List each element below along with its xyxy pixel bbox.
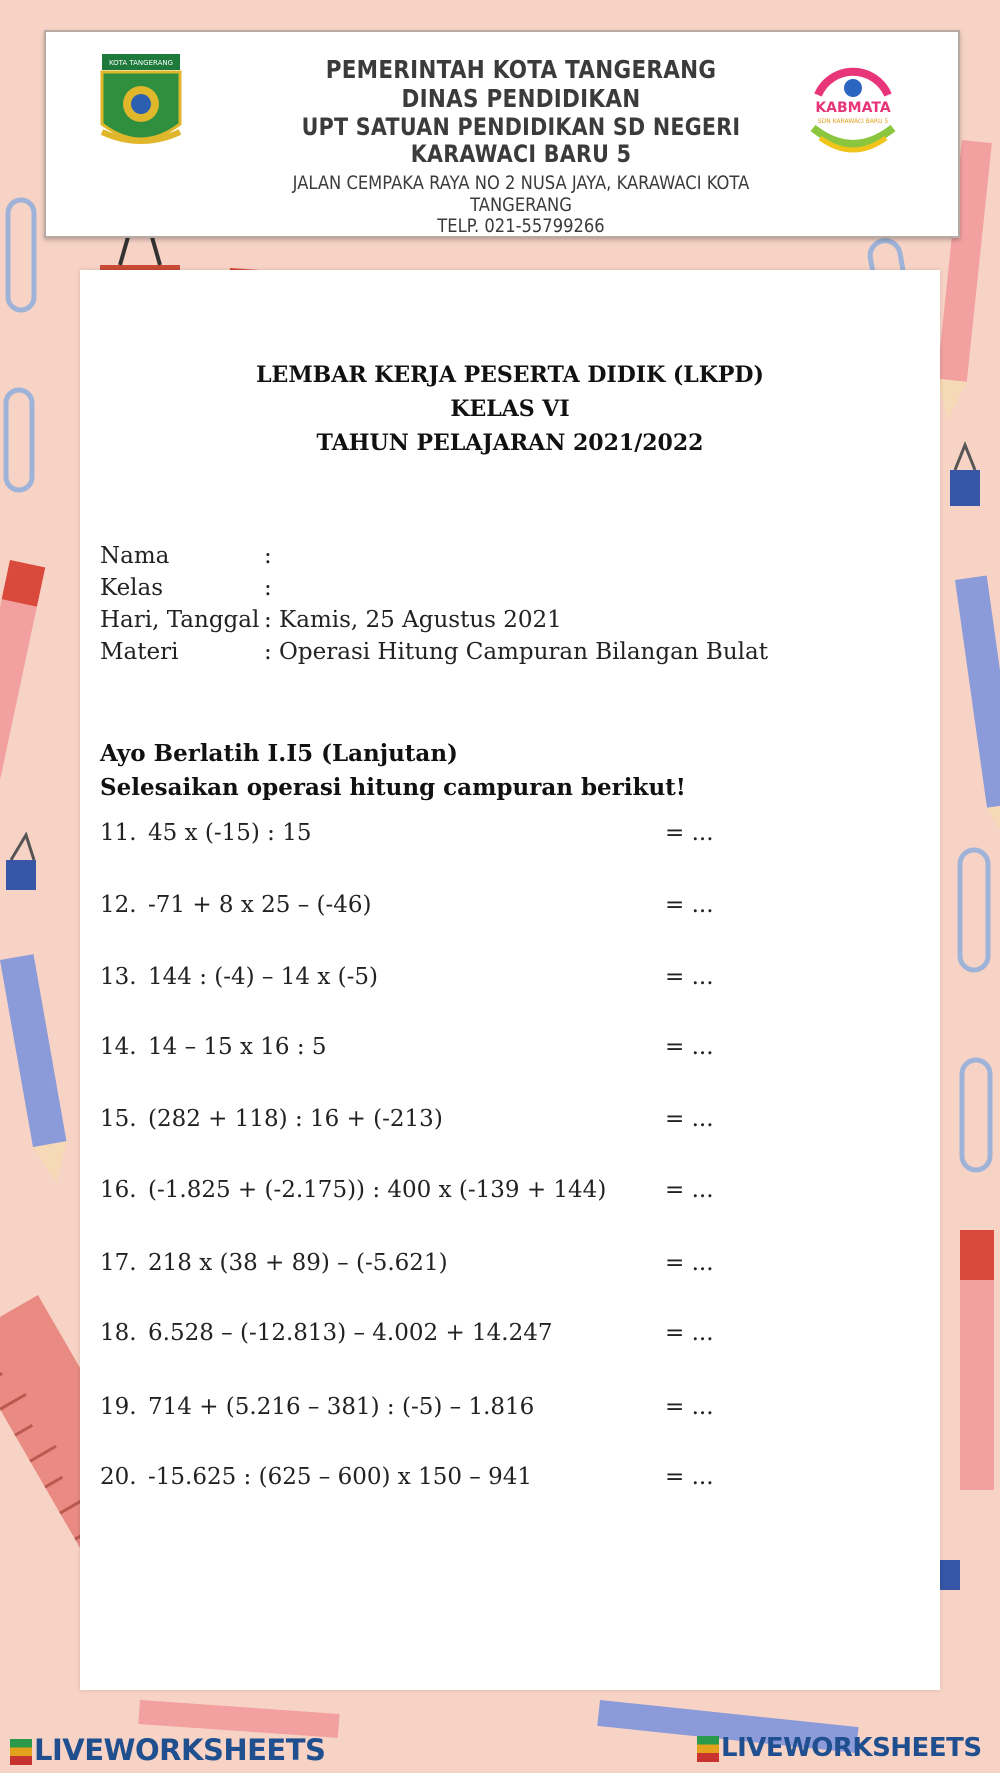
info-value: : Operasi Hitung Campuran Bilangan Bulat [264, 639, 768, 665]
problem-number: 11. [100, 820, 137, 846]
problem-item [100, 960, 900, 994]
answer-blank[interactable]: = ... [665, 1250, 714, 1276]
problem-item [100, 888, 900, 922]
problem-item [100, 1390, 900, 1424]
problem-item [100, 1246, 900, 1280]
header-line-1: PEMERINTAH KOTA TANGERANG [325, 55, 717, 84]
problem-expression: 45 x (-15) : 15 [148, 820, 312, 846]
header-line-3: UPT SATUAN PENDIDIKAN SD NEGERI KARAWACI BARU 5 [301, 112, 741, 169]
problem-item [100, 1173, 900, 1207]
liveworksheets-logo-right [697, 1733, 982, 1763]
problem-expression: 218 x (38 + 89) – (-5.621) [148, 1250, 448, 1276]
info-row-material [100, 636, 768, 668]
problem-number: 13. [100, 964, 137, 990]
header-line-2: DINAS PENDIDIKAN [401, 83, 641, 113]
answer-blank[interactable]: = ... [665, 1320, 714, 1346]
problem-item [100, 816, 900, 850]
info-value: : [264, 543, 272, 569]
problem-number: 20. [100, 1464, 137, 1490]
info-row-name [100, 540, 768, 572]
answer-blank[interactable]: = ... [665, 1106, 714, 1132]
info-label: Hari, Tanggal [100, 607, 260, 633]
problem-expression: 14 – 15 x 16 : 5 [148, 1034, 327, 1060]
problem-expression: 714 + (5.216 – 381) : (-5) – 1.816 [148, 1394, 535, 1420]
answer-blank[interactable]: = ... [665, 892, 714, 918]
answer-blank[interactable]: = ... [665, 964, 714, 990]
academic-year-title: TAHUN PELAJARAN 2021/2022 [316, 430, 704, 456]
problem-number: 15. [100, 1106, 137, 1132]
problem-expression: -71 + 8 x 25 – (-46) [148, 892, 372, 918]
info-label: Kelas [100, 575, 164, 601]
problem-number: 19. [100, 1394, 137, 1420]
kota-tangerang-logo-icon [96, 54, 186, 154]
info-label: Materi [100, 639, 179, 665]
info-label: Nama [100, 543, 170, 569]
practice-heading [100, 737, 686, 805]
problem-expression: (-1.825 + (-2.175)) : 400 x (-139 + 144) [148, 1177, 607, 1203]
worksheet-paper [80, 270, 940, 1690]
problem-item [100, 1316, 900, 1350]
brand-text: LIVEWORKSHEETS [34, 1733, 326, 1767]
liveworksheets-icon [697, 1736, 719, 1762]
problem-number: 14. [100, 1034, 137, 1060]
answer-blank[interactable]: = ... [665, 1394, 714, 1420]
answer-blank[interactable]: = ... [665, 820, 714, 846]
logo-right-sub: SDN KARAWACI BARU 5 [817, 118, 889, 125]
info-value: : Kamis, 25 Agustus 2021 [264, 607, 562, 633]
problem-item [100, 1102, 900, 1136]
practice-title: Ayo Berlatih I.I5 (Lanjutan) [100, 740, 458, 767]
answer-blank[interactable]: = ... [665, 1464, 714, 1490]
liveworksheets-icon [10, 1739, 32, 1765]
info-row-class [100, 572, 768, 604]
answer-blank[interactable]: = ... [665, 1034, 714, 1060]
liveworksheets-logo-left [10, 1733, 325, 1767]
problem-expression: 144 : (-4) – 14 x (-5) [148, 964, 378, 990]
answer-blank[interactable]: = ... [665, 1177, 714, 1203]
practice-instruction: Selesaikan operasi hitung campuran berikut! [100, 774, 686, 801]
problem-item [100, 1460, 900, 1494]
logo-right-text: KABMATA [815, 100, 891, 116]
problem-expression: 6.528 – (-12.813) – 4.002 + 14.247 [148, 1320, 553, 1346]
kabmata-logo-icon [798, 50, 908, 160]
header-address: JALAN CEMPAKA RAYA NO 2 NUSA JAYA, KARAWACI KOTA TANGERANG [292, 171, 750, 216]
info-value: : [264, 575, 272, 601]
header-phone: TELP. 021-55799266 [437, 215, 605, 238]
logo-left-text: KOTA TANGERANG [108, 59, 174, 67]
student-info [100, 540, 768, 668]
problem-expression: -15.625 : (625 – 600) x 150 – 941 [148, 1464, 533, 1490]
problem-number: 16. [100, 1177, 137, 1203]
problem-item [100, 1030, 900, 1064]
class-title: KELAS VI [450, 396, 570, 422]
brand-text: LIVEWORKSHEETS [721, 1733, 982, 1763]
worksheet-titles [80, 358, 940, 460]
problem-number: 18. [100, 1320, 137, 1346]
info-row-date [100, 604, 768, 636]
problem-number: 17. [100, 1250, 137, 1276]
problem-expression: (282 + 118) : 16 + (-213) [148, 1106, 443, 1132]
school-header [44, 30, 960, 238]
problem-number: 12. [100, 892, 137, 918]
worksheet-title: LEMBAR KERJA PESERTA DIDIK (LKPD) [256, 362, 764, 388]
